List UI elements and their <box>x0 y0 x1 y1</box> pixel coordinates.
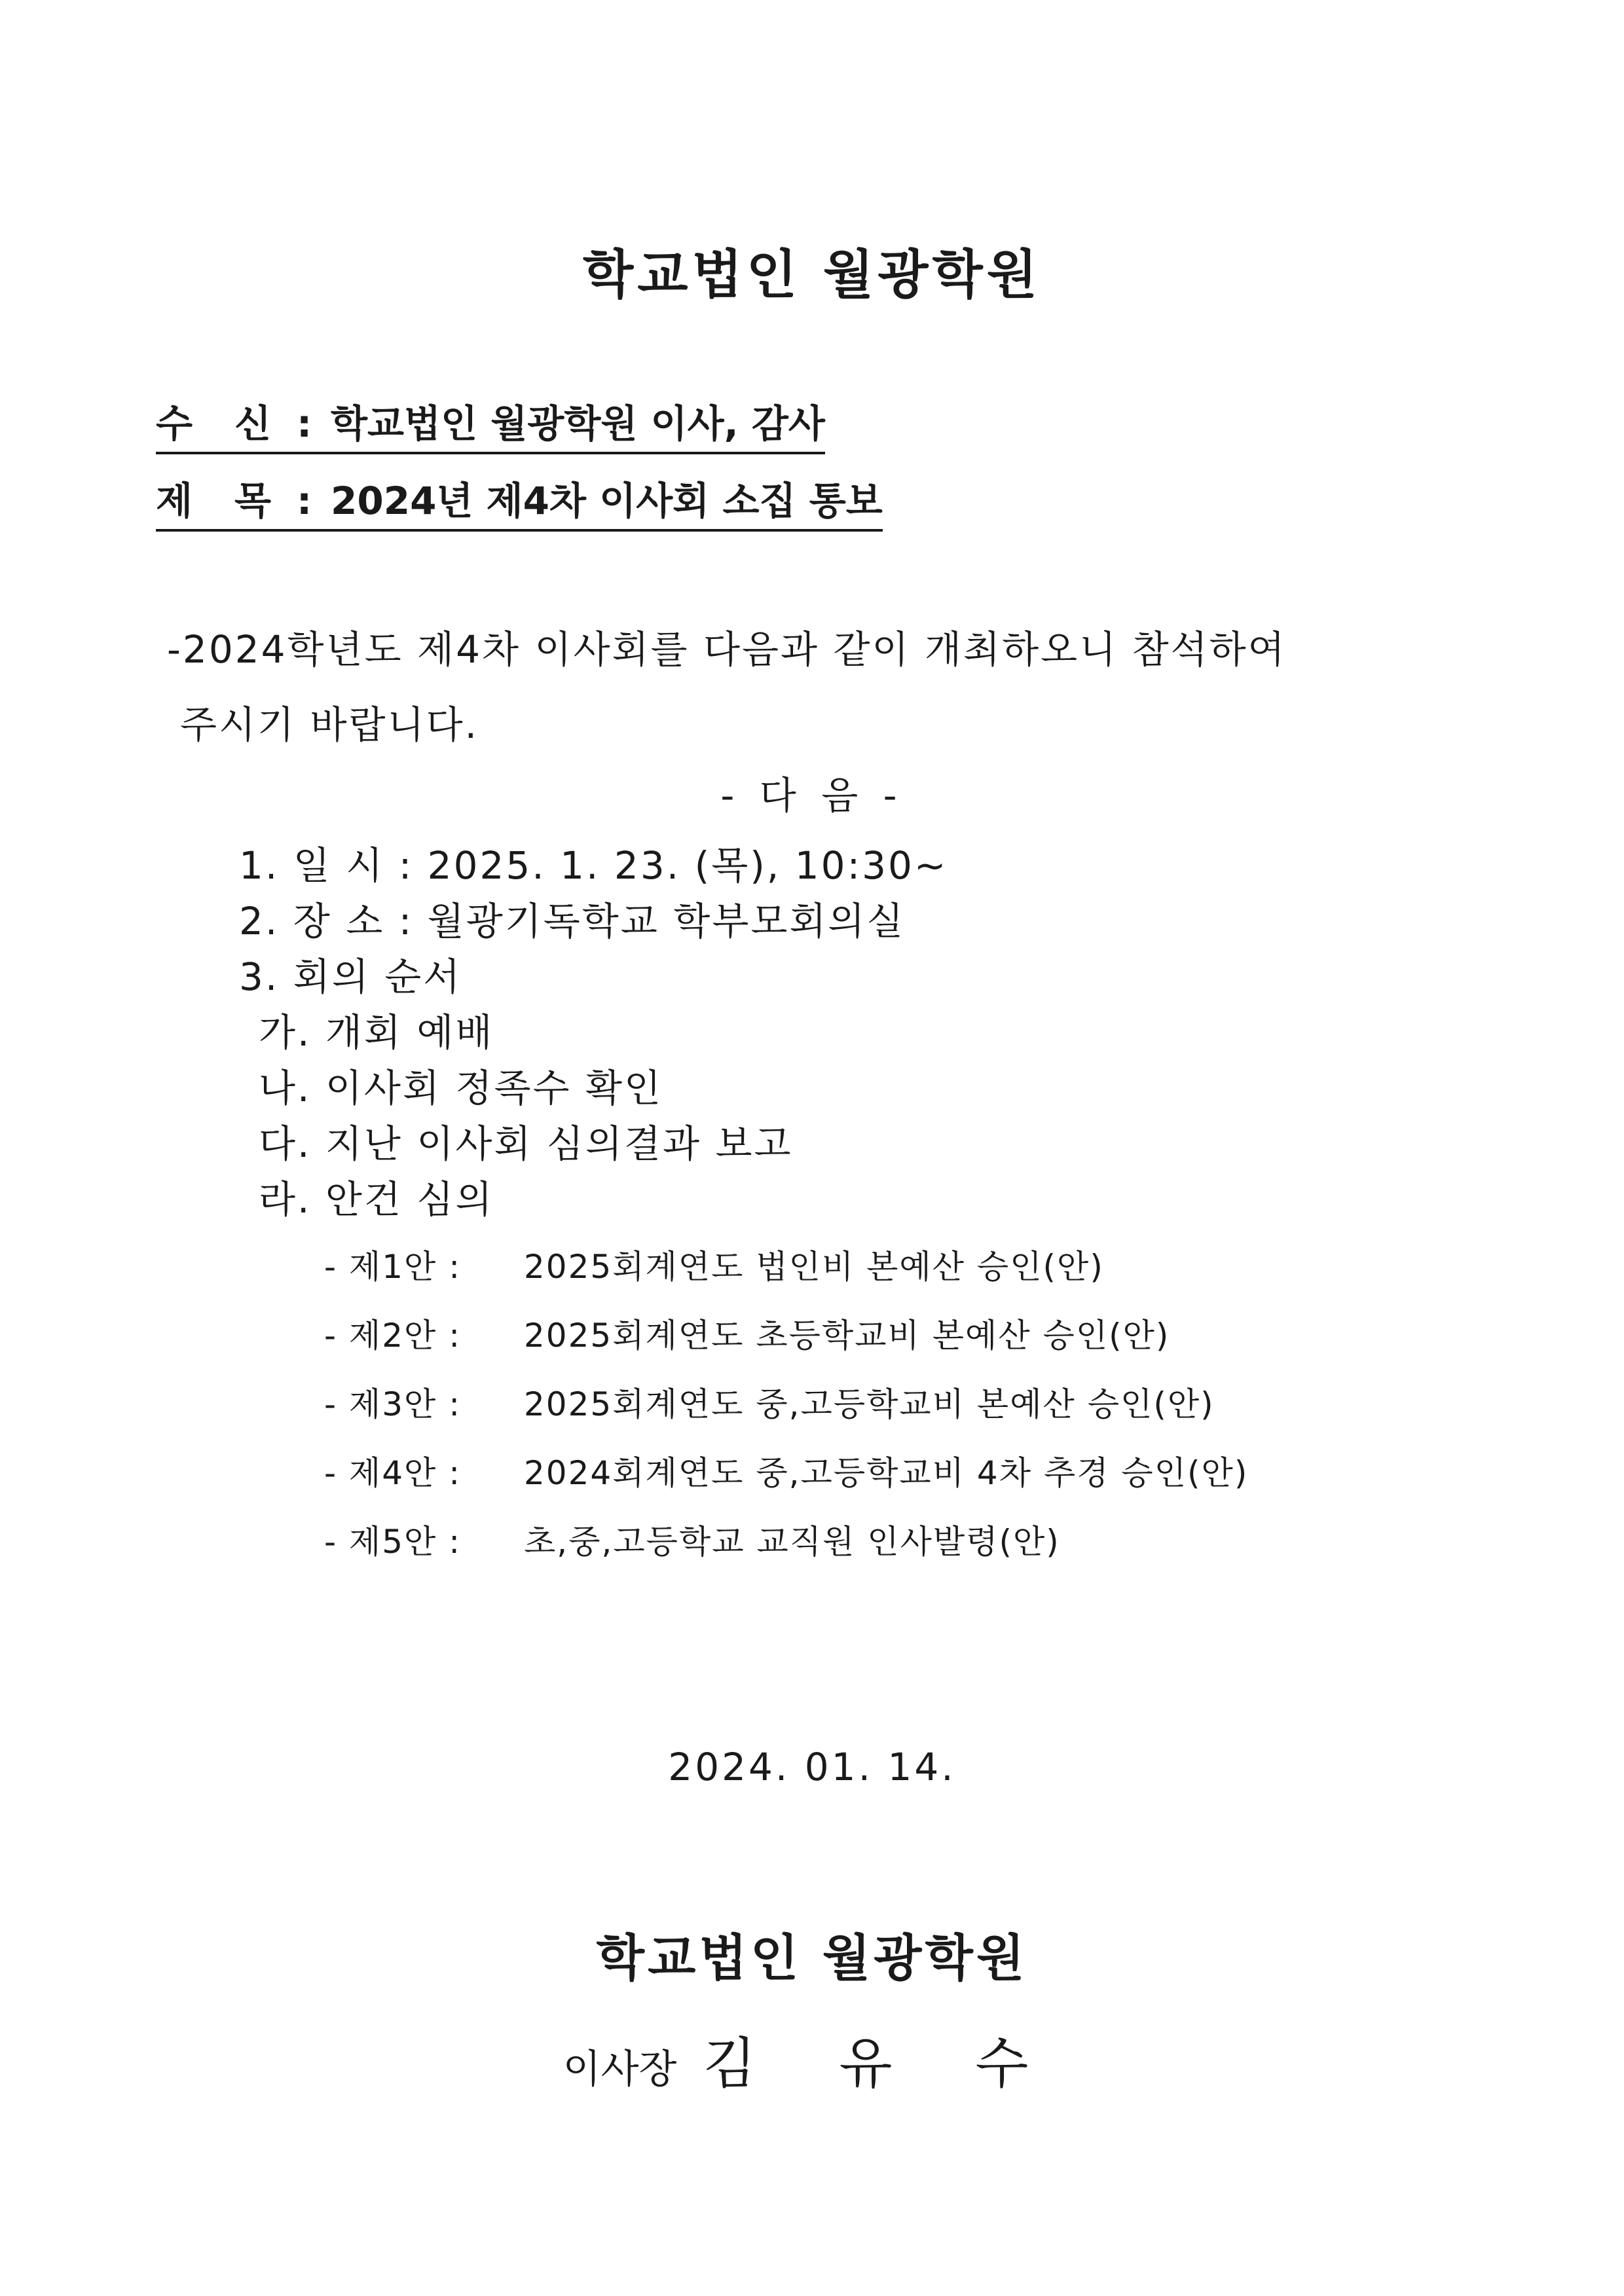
item-order: 3. 회의 순서 <box>239 955 462 999</box>
agenda-text: 초,중,고등학교 교직원 인사발령(안) <box>524 1523 1060 1561</box>
subject-label-1: 제 <box>156 479 193 523</box>
agenda-number: - 제5안 : <box>324 1523 462 1561</box>
subject-value: 2024년 제4차 이사회 소집 통보 <box>331 479 883 523</box>
document-date: 2024. 01. 14. <box>668 1745 956 1789</box>
signature-line <box>0 2020 1624 2099</box>
order-item: 가. 개회 예배 <box>259 1010 494 1055</box>
agenda-number: - 제3안 : <box>324 1385 462 1423</box>
agenda-item <box>324 1447 1248 1494</box>
recipient-label-2: 신 <box>234 401 272 446</box>
order-item: 라. 안건 심의 <box>259 1177 494 1222</box>
agenda-item <box>324 1516 1060 1563</box>
agenda-item <box>324 1241 1104 1288</box>
subject-label-2: 목 <box>234 479 272 523</box>
item-datetime: 1. 일 시 : 2025. 1. 23. (목), 10:30~ <box>239 843 948 888</box>
signer-title: 이사장 <box>563 2047 677 2092</box>
subject-colon: : <box>297 479 312 523</box>
recipient-value: 학교법인 월광학원 이사, 감사 <box>331 401 825 446</box>
agenda-item <box>324 1309 1170 1357</box>
order-item: 다. 지난 이사회 심의결과 보고 <box>259 1121 793 1166</box>
recipient-line <box>156 393 825 454</box>
signer-name: 김 유 수 <box>703 2032 1061 2096</box>
agenda-number: - 제2안 : <box>324 1317 462 1355</box>
item-place: 2. 장 소 : 월광기독학교 학부모회의실 <box>239 899 906 943</box>
intro-line-1: -2024학년도 제4차 이사회를 다음과 같이 개최하오니 참석하여 <box>167 627 1287 672</box>
order-item: 나. 이사회 정족수 확인 <box>259 1066 663 1110</box>
agenda-item <box>324 1378 1215 1425</box>
agenda-text: 2025회계연도 중,고등학교비 본예산 승인(안) <box>524 1385 1215 1423</box>
agenda-number: - 제4안 : <box>324 1454 462 1492</box>
intro-line-2: 주시기 바랍니다. <box>180 702 479 747</box>
section-heading: - 다 음 - <box>720 773 904 818</box>
recipient-label-1: 수 <box>156 401 193 446</box>
agenda-text: 2025회계연도 초등학교비 본예산 승인(안) <box>524 1317 1170 1355</box>
agenda-number: - 제1안 : <box>324 1248 462 1286</box>
subject-line <box>156 470 883 532</box>
recipient-colon: : <box>297 401 312 446</box>
organization-name: 학교법인 월광학원 <box>596 1929 1028 1987</box>
agenda-text: 2024회계연도 중,고등학교비 4차 추경 승인(안) <box>524 1454 1249 1492</box>
document-title: 학교법인 월광학원 <box>582 244 1042 305</box>
agenda-text: 2025회계연도 법인비 본예산 승인(안) <box>524 1248 1104 1286</box>
